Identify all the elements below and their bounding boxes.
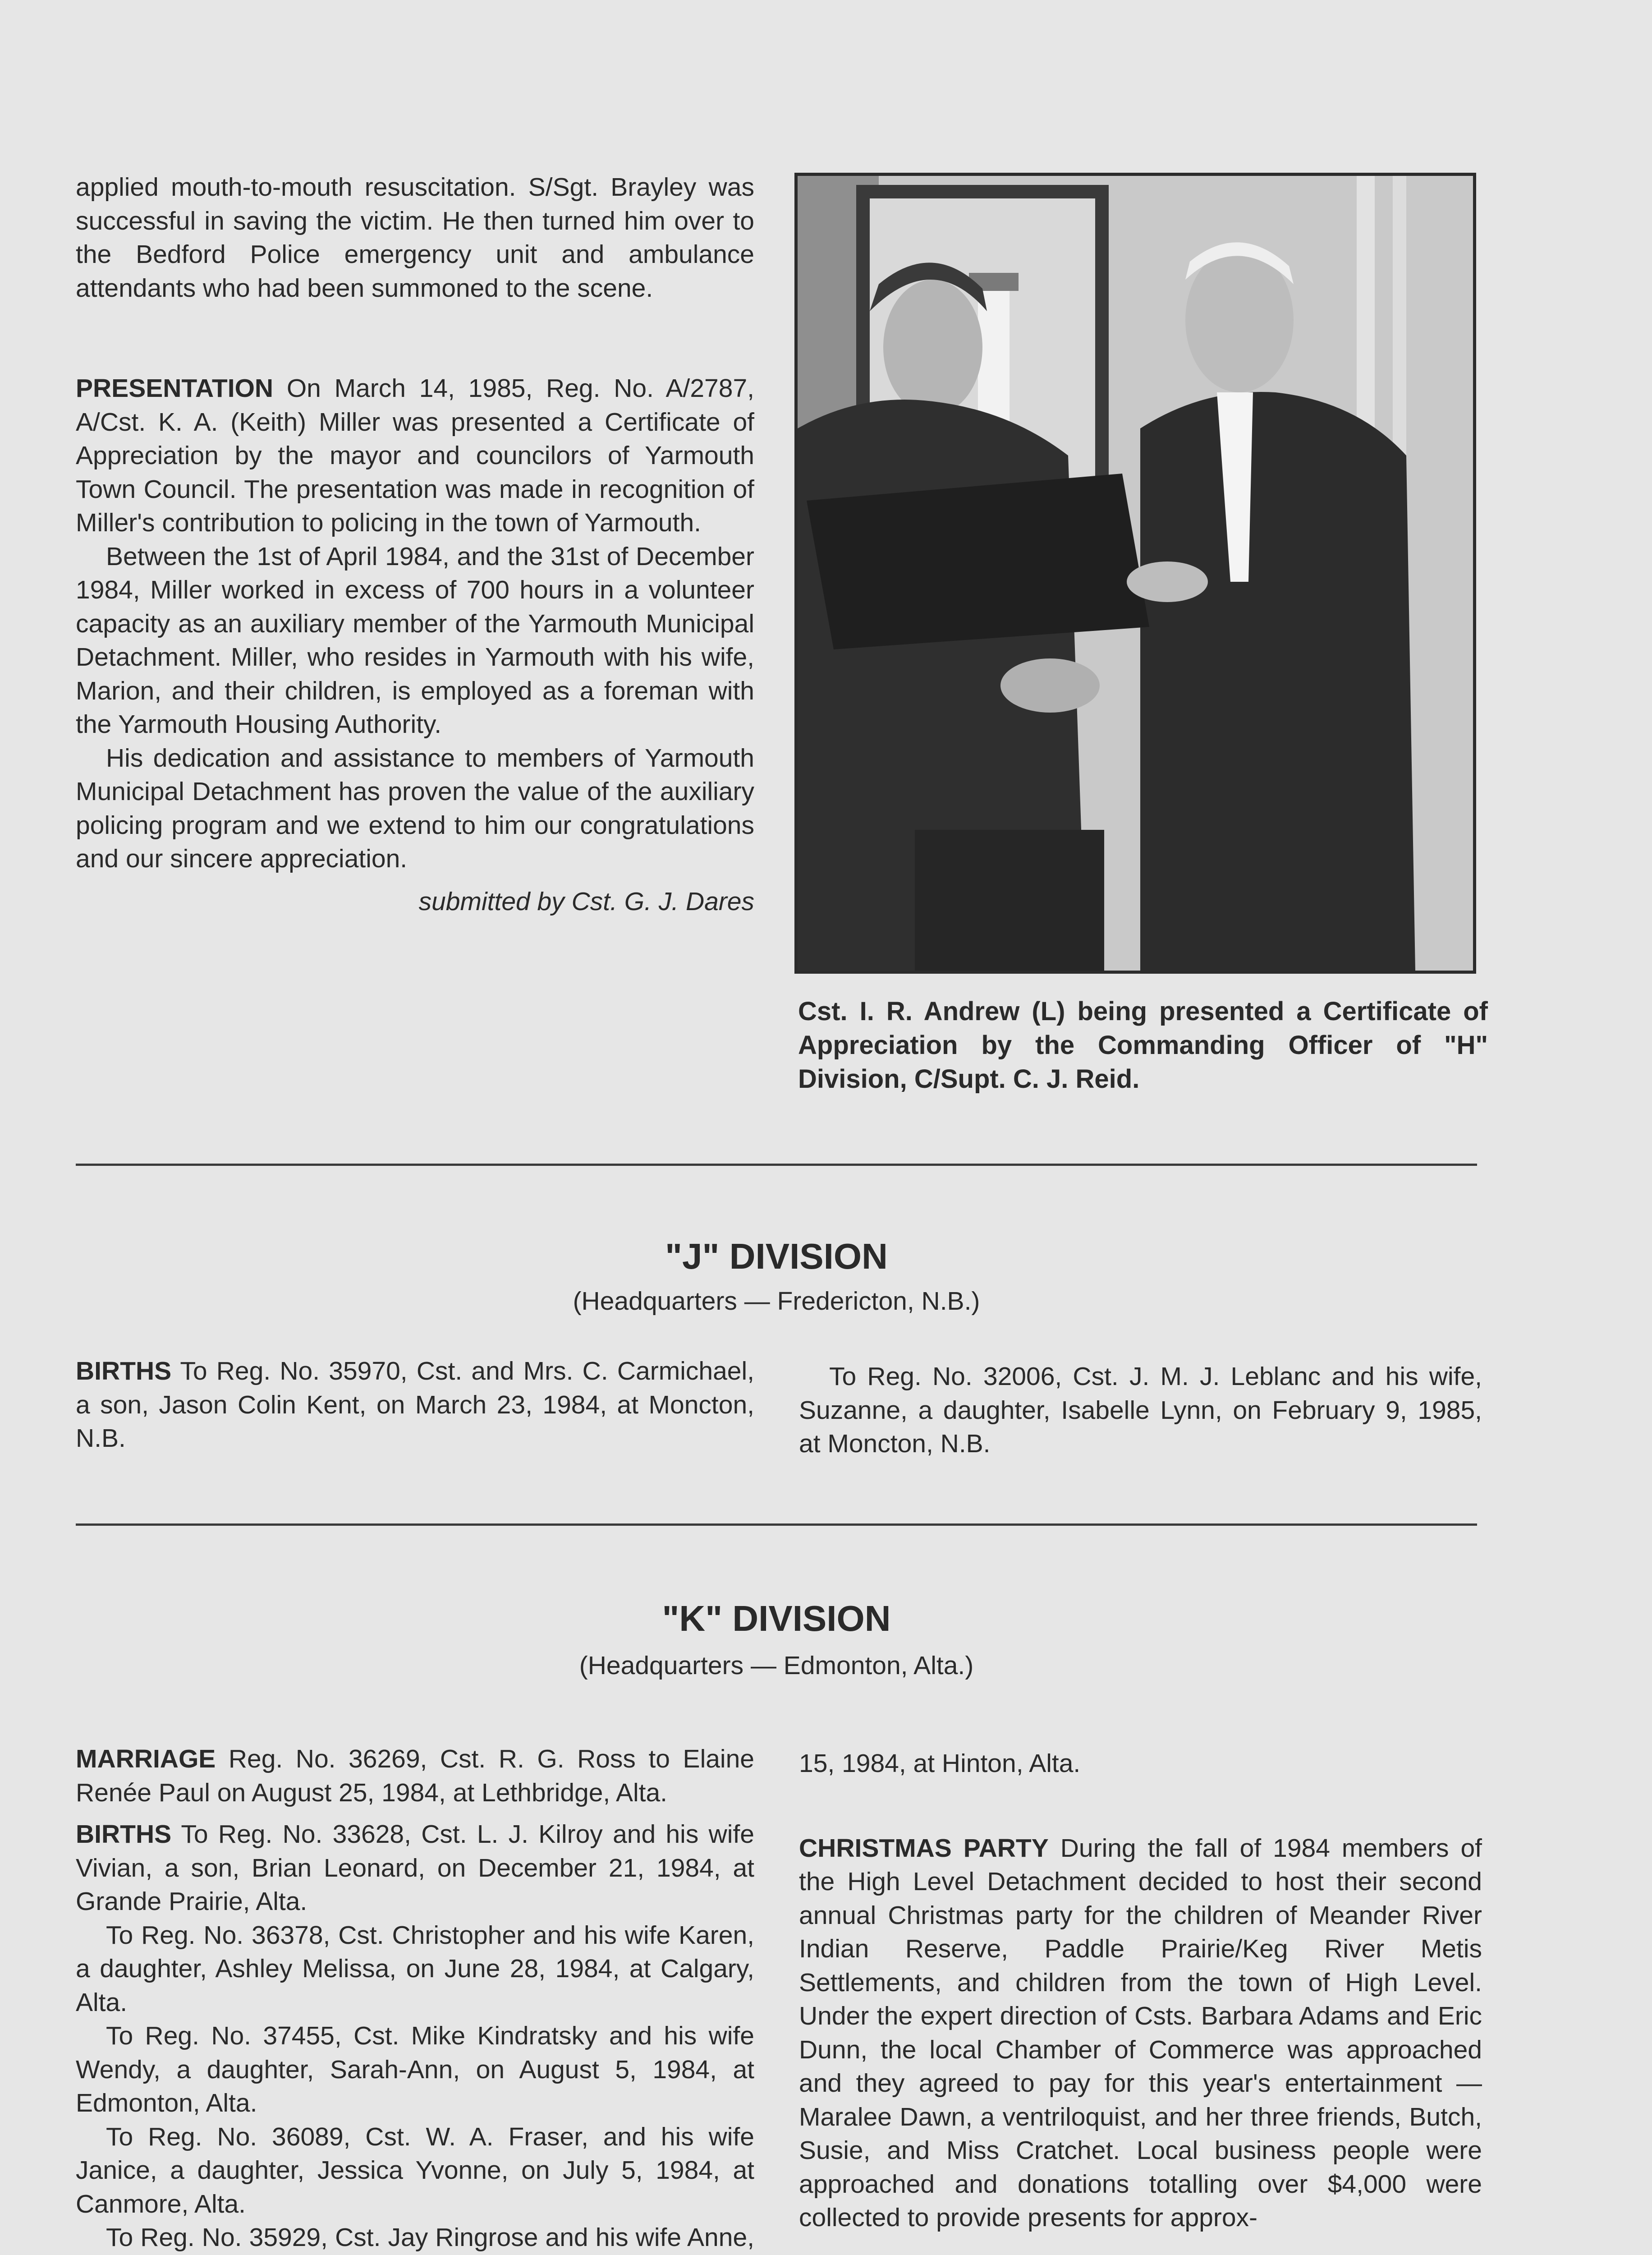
k-births-lead: BIRTHS <box>76 1820 172 1849</box>
j-births-lead: BIRTHS <box>76 1357 172 1385</box>
j-division-subtitle: (Headquarters — Fredericton, N.B.) <box>573 1287 980 1316</box>
k-right-column <box>799 1747 1482 2235</box>
photo-illustration <box>798 176 1473 971</box>
christmas-party-lead: CHRISTMAS PARTY <box>799 1833 1049 1863</box>
k-division-title: "K" DIVISION <box>662 1598 891 1638</box>
left-top-column <box>76 170 754 918</box>
j-right-column <box>799 1360 1482 1461</box>
k-birth-christopher: To Reg. No. 36378, Cst. Christopher and his wife Karen, a daughter, Ashley Melissa, on June 28, 1984, at Calgary, Alta. <box>76 1920 754 2017</box>
k-marriage-paragraph <box>76 1742 754 1809</box>
k-birth-ringrose: To Reg. No. 35929, Cst. Jay Ringrose and his wife Anne, <box>106 2223 754 2252</box>
submitted-by: submitted by Cst. G. J. Dares <box>418 887 754 916</box>
presentation-lead: PRESENTATION <box>76 374 274 403</box>
j-births-text: To Reg. No. 35970, Cst. and Mrs. C. Carmichael, a son, Jason Colin Kent, on March 23, 1984, at Moncton, N.B. <box>76 1357 754 1453</box>
k-births-paragraph <box>76 1818 754 1919</box>
k-division-subtitle: (Headquarters — Edmonton, Alta.) <box>579 1651 974 1680</box>
rescue-paragraph: applied mouth-to-mouth resuscitation. S/Sgt. Brayley was successful in saving the victim. He then turned him over to the Bedford Police emergency unit and ambulance attendants who had been summoned to the scene. <box>76 173 754 303</box>
k-ringrose-continued: 15, 1984, at Hinton, Alta. <box>799 1749 1081 1778</box>
section-divider-1 <box>76 1164 1477 1166</box>
j-left-column <box>76 1354 754 1455</box>
k-marriage-lead: MARRIAGE <box>76 1744 216 1773</box>
j-division-title: "J" DIVISION <box>665 1236 888 1276</box>
presentation-paragraph <box>76 372 754 540</box>
christmas-party-text: During the fall of 1984 members of the High Level Detachment decided to host their second annual Christmas party for the children of Meander River Indian Reserve, Paddle Prairie/Keg River Metis Settlements, and children from the town of High Level. Under the expert direction of Csts. Barbara Adams and Eric Dunn, the local Chamber of Commerce was approached and they agreed to pay for this year's entertainment — Maralee Dawn, a ventriloquist, and her three friends, Butch, Susie, and Miss Cratchet. Local business people were approached and donations totalling over $4,000 were collected to provide presents for approx- <box>799 1833 1482 2232</box>
christmas-party-paragraph <box>799 1832 1482 2235</box>
dedication-paragraph: His dedication and assistance to members of Yarmouth Municipal Detachment has proven the value of the auxiliary policing program and we extend to him our congratulations and our sincere appreciation. <box>76 743 754 873</box>
k-birth-kindratsky: To Reg. No. 37455, Cst. Mike Kindratsky and his wife Wendy, a daughter, Sarah-Ann, on August 5, 1984, at Edmonton, Alta. <box>76 2021 754 2117</box>
k-birth-fraser: To Reg. No. 36089, Cst. W. A. Fraser, and his wife Janice, a daughter, Jessica Yvonne, on July 5, 1984, at Canmore, Alta. <box>76 2122 754 2218</box>
k-births-text: To Reg. No. 33628, Cst. L. J. Kilroy and his wife Vivian, a son, Brian Leonard, on December 21, 1984, at Grande Prairie, Alta. <box>76 1820 754 1916</box>
j-leblanc-birth: To Reg. No. 32006, Cst. J. M. J. Leblanc and his wife, Suzanne, a daughter, Isabelle Lynn, on February 9, 1985, at Moncton, N.B. <box>799 1362 1482 1458</box>
photo-caption: Cst. I. R. Andrew (L) being presented a Certificate of Appreciation by the Commanding Officer of "H" Division, C/Supt. C. J. Reid. <box>798 997 1488 1094</box>
k-marriage-text: Reg. No. 36269, Cst. R. G. Ross to Elaine Renée Paul on August 25, 1984, at Lethbridge, Alta. <box>76 1744 754 1807</box>
k-left-column <box>76 1742 754 2255</box>
section-divider-2 <box>76 1523 1477 1526</box>
volunteer-paragraph: Between the 1st of April 1984, and the 31st of December 1984, Miller worked in excess of 700 hours in a volunteer capacity as an auxiliary member of the Yarmouth Municipal Detachment. Miller, who resides in Yarmouth with his wife, Marion, and their children, is employed as a foreman with the Yarmouth Housing Authority. <box>76 542 754 739</box>
j-births-paragraph <box>76 1354 754 1455</box>
presentation-text: On March 14, 1985, Reg. No. A/2787, A/Cst. K. A. (Keith) Miller was presented a Certificate of Appreciation by the mayor and councilors of Yarmouth Town Council. The presentation was made in recognition of Miller's contribution to policing in the town of Yarmouth. <box>76 374 754 537</box>
presentation-photo <box>794 173 1476 974</box>
